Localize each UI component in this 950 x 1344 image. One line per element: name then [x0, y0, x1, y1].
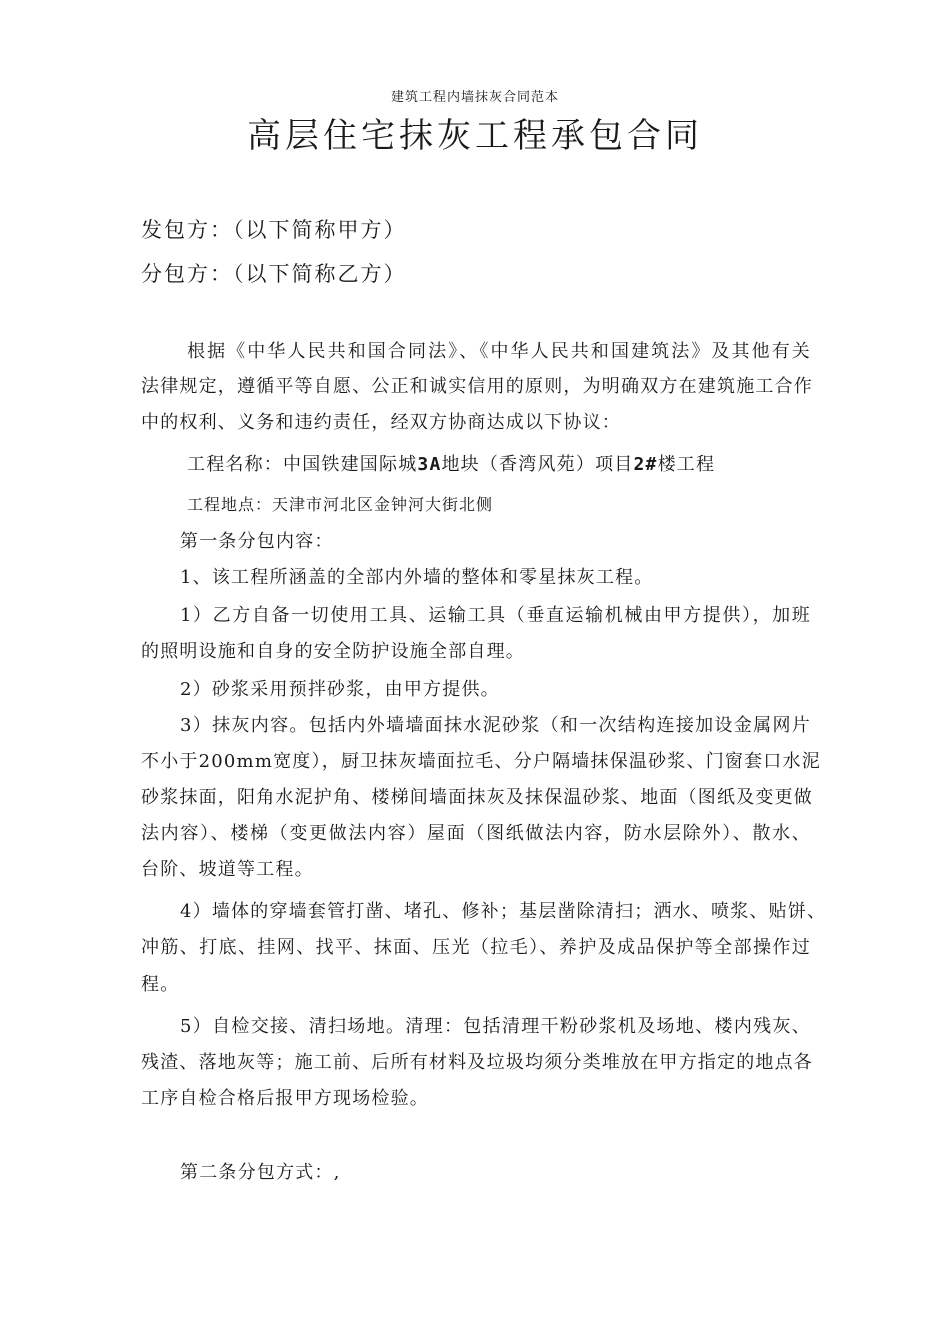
intro-line: 法律规定，遵循平等自愿、公正和诚实信用的原则，为明确双方在建筑施工合作	[141, 376, 813, 397]
article1-sub4-line: 冲筋、打底、挂网、找平、抹面、压光（拉毛）、养护及成品保护等全部操作过	[141, 937, 811, 958]
project-block-code: 3A	[417, 454, 442, 475]
article1-sub3-line: 台阶、坡道等工程。	[141, 859, 314, 880]
intro-line: 根据《中华人民共和国合同法》、《中华人民共和国建筑法》及其他有关	[187, 341, 811, 362]
article1-sub3-line: 不小于200mm宽度），厨卫抹灰墙面拉毛、分户隔墙抹保温砂浆、门窗套口水泥	[141, 751, 821, 772]
article1-sub3-line: 3）抹灰内容。包括内外墙墙面抹水泥砂浆（和一次结构连接加设金属网片	[180, 715, 811, 736]
article1-item1: 1、该工程所涵盖的全部内外墙的整体和零星抹灰工程。	[180, 567, 654, 588]
article1-sub3-line: 法内容）、楼梯（变更做法内容）屋面（图纸做法内容，防水层除外）、散水、	[141, 823, 811, 844]
article1-sub4-line: 程。	[141, 974, 180, 995]
employer-line: 发包方：（以下简称甲方）	[141, 218, 407, 242]
project-name-middle: 地块（香湾风苑）项目	[441, 454, 634, 475]
article1-sub1-line: 的照明设施和自身的安全防护设施全部自理。	[141, 641, 525, 662]
article1-sub5-line: 工序自检合格后报甲方现场检验。	[141, 1088, 429, 1109]
project-name-suffix: 楼工程	[657, 454, 716, 475]
article1-sub5-line: 残渣、落地灰等；施工前、后所有材料及垃圾均须分类堆放在甲方指定的地点各	[141, 1052, 813, 1073]
article1-heading: 第一条分包内容：	[180, 531, 334, 552]
article2-heading: 第二条分包方式：,	[180, 1162, 341, 1183]
article1-sub3-line: 砂浆抹面，阳角水泥护角、楼梯间墙面抹灰及抹保温砂浆、地面（图纸及变更做	[141, 787, 813, 808]
document-title: 高层住宅抹灰工程承包合同	[247, 116, 703, 156]
project-building-number: 2#	[633, 454, 658, 475]
project-location: 工程地点：天津市河北区金钟河大街北侧	[187, 495, 494, 514]
project-name	[187, 450, 715, 476]
project-name-prefix: 工程名称：中国铁建国际城	[187, 454, 418, 475]
subcontractor-line: 分包方：（以下简称乙方）	[141, 262, 407, 286]
article1-sub4-line: 4）墙体的穿墙套管打凿、堵孔、修补；基层凿除清扫；洒水、喷浆、贴饼、	[180, 901, 827, 922]
page-header: 建筑工程内墙抹灰合同范本	[390, 90, 559, 105]
intro-line: 中的权利、义务和违约责任，经双方协商达成以下协议：	[141, 412, 621, 433]
article1-sub1-line: 1）乙方自备一切使用工具、运输工具（垂直运输机械由甲方提供），加班	[180, 605, 811, 626]
article1-sub5-line: 5）自检交接、清扫场地。清理：包括清理干粉砂浆机及场地、楼内残灰、	[180, 1016, 811, 1037]
article1-sub2: 2）砂浆采用预拌砂浆，由甲方提供。	[180, 679, 500, 700]
